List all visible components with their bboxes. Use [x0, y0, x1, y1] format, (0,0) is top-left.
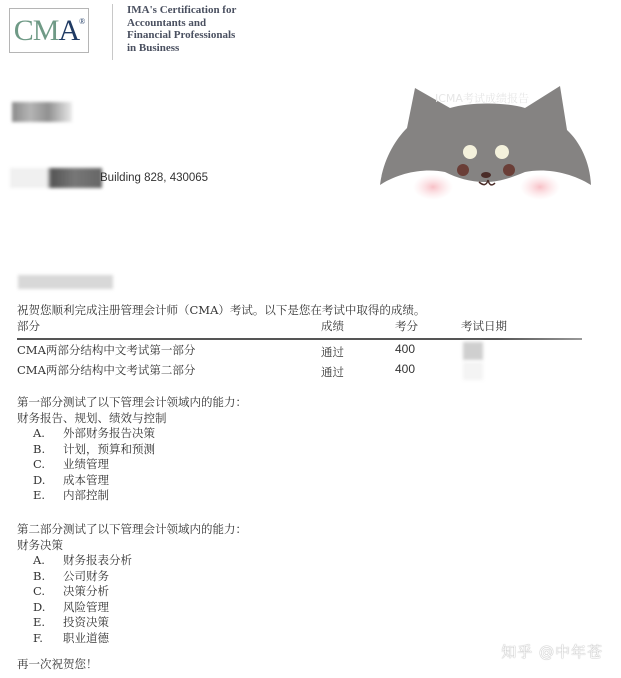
part1-section: [17, 395, 247, 504]
header-result: 成绩: [321, 319, 344, 333]
shiba-sticker-icon: [375, 80, 595, 210]
list-item: A. 外部财务报告决策: [33, 426, 155, 440]
header-score: 考分: [395, 319, 418, 333]
list-item: F. 职业道德: [33, 630, 109, 645]
list-item: B. 公司财务: [33, 568, 109, 583]
table-row: CMA两部分结构中文考试第二部分 通过 400: [17, 362, 582, 382]
cma-logo-text: CMA®: [13, 13, 85, 47]
list-item: C. 决策分析: [33, 584, 109, 598]
part2-heading: 第二部分测试了以下管理会计领域内的能力：: [17, 522, 247, 536]
redacted-name: [12, 102, 72, 122]
list-item: B. 计划，预算和预测: [33, 441, 155, 456]
list-item: C. 业绩管理: [33, 457, 109, 471]
table-row: CMA两部分结构中文考试第一部分 通过 400: [17, 342, 582, 362]
redacted-date: [463, 342, 483, 360]
part2-section: [17, 522, 247, 646]
part1-heading: 第一部分测试了以下管理会计领域内的能力：: [17, 395, 247, 409]
intro-text: 祝贺您顺利完成注册管理会计师（CMA）考试。以下是您在考试中取得的成绩。: [17, 303, 426, 317]
redacted-address-line: [10, 168, 102, 188]
part2-subject: 财务决策: [17, 537, 63, 552]
list-item: D. 成本管理: [33, 472, 109, 487]
list-item: D. 风险管理: [33, 599, 109, 614]
table-rule: [17, 338, 582, 340]
redacted-date: [463, 362, 483, 380]
results-table: [17, 318, 582, 382]
list-item: E. 投资决策: [33, 615, 109, 629]
redacted-salutation: [18, 275, 113, 289]
list-item: E. 内部控制: [33, 488, 109, 502]
table-header: [17, 318, 582, 338]
ima-tagline: IMA's Certification for Accountants and Financial Professionals in Business: [127, 4, 237, 54]
svg-text:ICMA考试成绩报告: ICMA考试成绩报告: [435, 92, 529, 105]
logo-divider: [112, 4, 113, 60]
header-part: 部分: [17, 319, 40, 333]
zhihu-watermark: 知乎 @中年苍: [501, 643, 603, 661]
cma-logo: [9, 8, 89, 53]
closing-text: 再一次祝贺您！: [17, 657, 98, 671]
list-item: A. 财务报表分析: [33, 553, 132, 567]
header-date: 考试日期: [461, 319, 507, 333]
part1-subject: 财务报告、规划、绩效与控制: [17, 410, 167, 425]
address-text: Building 828, 430065: [100, 172, 209, 184]
